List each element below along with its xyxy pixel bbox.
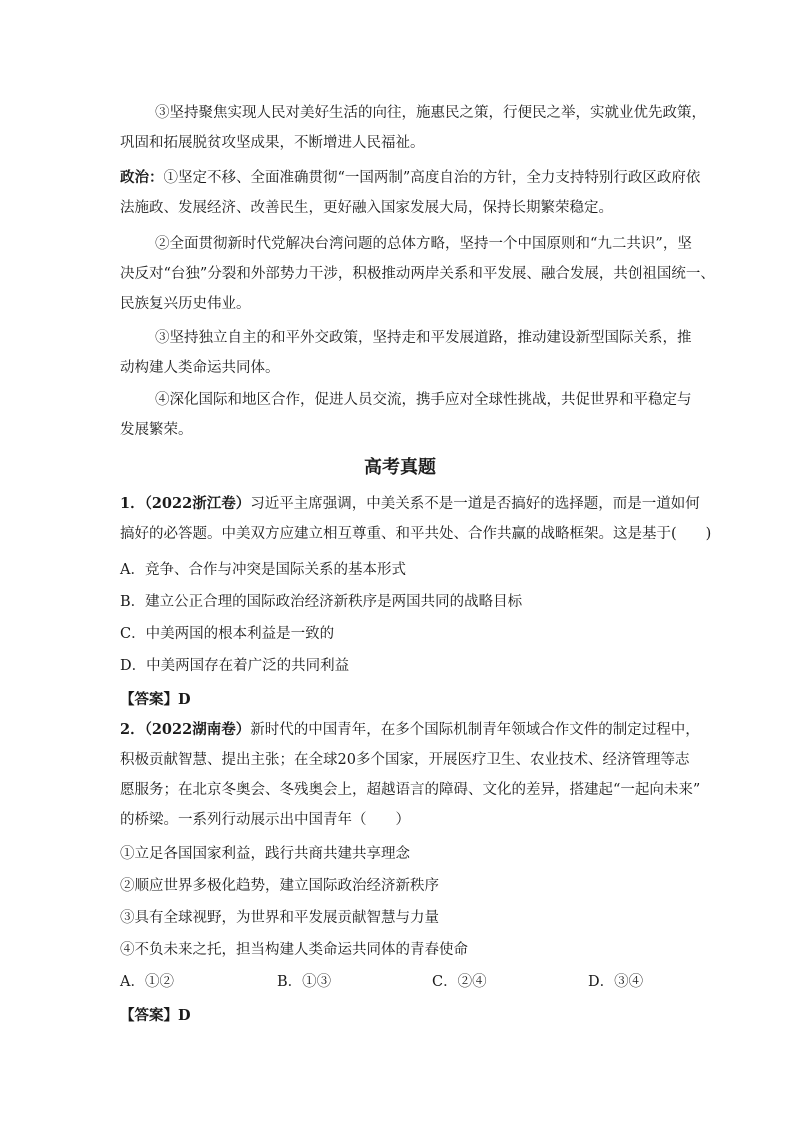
politics-item4-line2: 发展繁荣。 bbox=[120, 422, 193, 438]
economy-item3-line1: ③坚持聚焦实现人民对美好生活的向往，施惠民之策，行便民之举，实就业优先政策， bbox=[155, 105, 706, 121]
economy-item3-line2: 巩固和拓展脱贫攻坚成果，不断增进人民福祉。 bbox=[120, 135, 425, 151]
politics-item2-line1: ②全面贯彻新时代党解决台湾问题的总体方略，坚持一个中国原则和“九二共识”，坚 bbox=[155, 236, 692, 252]
q2-stem-line2: 积极贡献智慧、提出主张；在全球20多个国家，开展医疗卫生、农业技术、经济管理等志 bbox=[120, 752, 690, 768]
q1-source: 1．（2022浙江卷） bbox=[120, 495, 251, 512]
q1-stem-line1 bbox=[120, 494, 700, 514]
politics-label: 政治： bbox=[120, 169, 164, 186]
politics-item3-line2: 动构建人类命运共同体。 bbox=[120, 360, 280, 376]
q1-option-d: D．中美两国存在着广泛的共同利益 bbox=[120, 658, 350, 674]
politics-item1-text: ①坚定不移、全面准确贯彻“一国两制”高度自治的方针，全力支持特别行政区政府依 bbox=[163, 170, 701, 186]
politics-item2-line3: 民族复兴历史伟业。 bbox=[120, 296, 251, 312]
q2-stem-line4: 的桥梁。一系列行动展示出中国青年（ ） bbox=[120, 812, 410, 828]
q2-options-row bbox=[0, 972, 800, 992]
q2-statement-3: ③具有全球视野，为世界和平发展贡献智慧与力量 bbox=[120, 910, 439, 926]
q2-option-a: A．①② bbox=[120, 974, 174, 990]
q1-option-a: A．竞争、合作与冲突是国际关系的基本形式 bbox=[120, 562, 406, 578]
politics-item1-line2: 法施政、发展经济、改善民生，更好融入国家发展大局，保持长期繁荣稳定。 bbox=[120, 200, 613, 216]
section-title: 高考真题 bbox=[364, 457, 436, 478]
politics-item4-line1: ④深化国际和地区合作，促进人员交流，携手应对全球性挑战，共促世界和平稳定与 bbox=[155, 392, 692, 408]
politics-item3-line1: ③坚持独立自主的和平外交政策，坚持走和平发展道路，推动建设新型国际关系，推 bbox=[155, 330, 692, 346]
q2-source: 2．（2022湖南卷） bbox=[120, 721, 251, 738]
q1-stem-line2: 搞好的必答题。中美双方应建立相互尊重、和平共处、合作共赢的战略框架。这是基于( ) bbox=[120, 526, 712, 542]
politics-item1-line1 bbox=[120, 168, 700, 188]
q2-statement-2: ②顺应世界多极化趋势，建立国际政治经济新秩序 bbox=[120, 878, 439, 894]
q2-option-c: C．②④ bbox=[432, 974, 487, 990]
q1-option-c: C．中美两国的根本利益是一致的 bbox=[120, 626, 335, 642]
q2-option-d: D．③④ bbox=[588, 974, 644, 990]
politics-item2-line2: 决反对“台独”分裂和外部势力干涉，积极推动两岸关系和平发展、融合发展，共创祖国统一、 bbox=[120, 266, 715, 282]
q2-statement-4: ④不负未来之托，担当构建人类命运共同体的青春使命 bbox=[120, 942, 468, 958]
q1-stem-text: 习近平主席强调，中美关系不是一道是否搞好的选择题，而是一道如何 bbox=[250, 496, 700, 512]
q1-option-b: B．建立公正合理的国际政治经济新秩序是两国共同的战略目标 bbox=[120, 594, 523, 610]
q2-option-b: B．①③ bbox=[277, 974, 332, 990]
q2-statement-1: ①立足各国国家利益，践行共商共建共享理念 bbox=[120, 846, 410, 862]
q2-answer: 【答案】D bbox=[120, 1007, 191, 1024]
q2-stem-text: 新时代的中国青年，在多个国际机制青年领域合作文件的制定过程中， bbox=[250, 722, 700, 738]
q2-stem-line3: 愿服务；在北京冬奥会、冬残奥会上，超越语言的障碍、文化的差异，搭建起“一起向未来” bbox=[120, 782, 701, 798]
q1-answer: 【答案】D bbox=[120, 691, 191, 708]
q2-stem-line1 bbox=[120, 720, 700, 740]
